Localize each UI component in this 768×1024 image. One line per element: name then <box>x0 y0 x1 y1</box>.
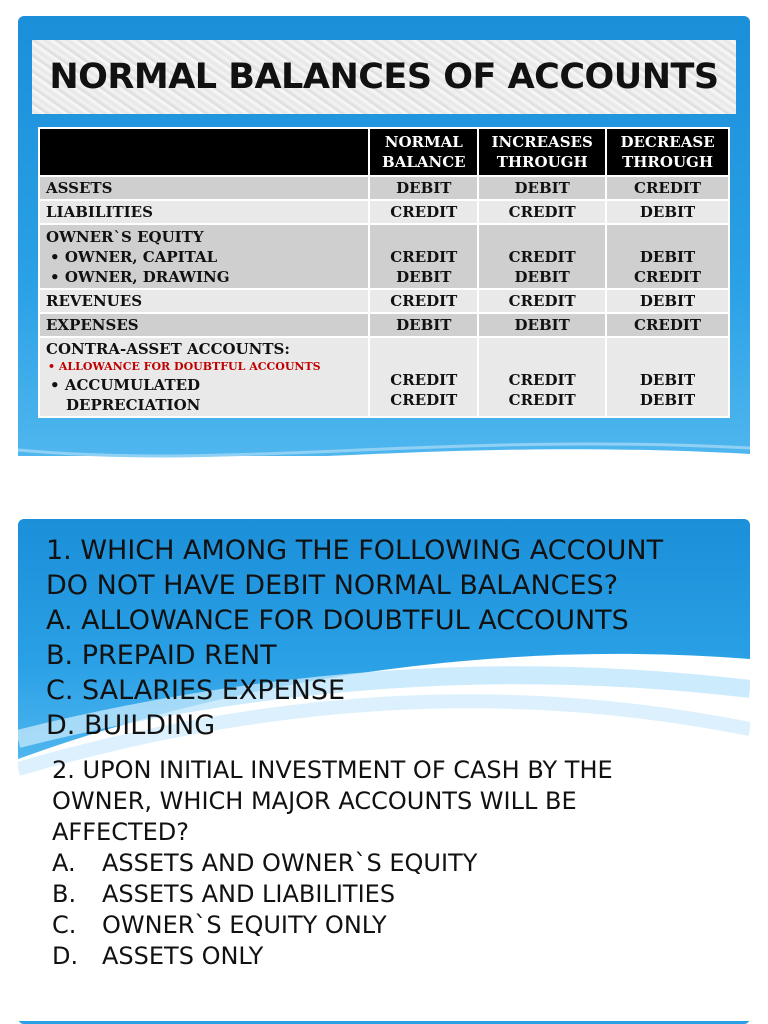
slide-quiz <box>18 519 750 1024</box>
answer-option-b: B. ASSETS AND LIABILITIES <box>52 880 396 908</box>
table-row <box>39 200 729 224</box>
question-1-line: 1. WHICH AMONG THE FOLLOWING ACCOUNT <box>46 535 664 566</box>
question-2-line: AFFECTED? <box>52 818 189 846</box>
header-normal-balance: NORMAL BALANCE <box>369 128 478 176</box>
answer-option-c: C. OWNER`S EQUITY ONLY <box>52 911 387 939</box>
decrease-cell: DEBIT CREDIT <box>606 224 729 289</box>
normal-cell: CREDIT <box>369 289 478 313</box>
decrease-cell: DEBIT <box>606 289 729 313</box>
table-header-row <box>39 128 729 176</box>
increases-cell: CREDIT <box>478 289 606 313</box>
account-cell <box>39 224 369 289</box>
question-1-line: DO NOT HAVE DEBIT NORMAL BALANCES? <box>46 570 619 601</box>
answer-option-a: A. ASSETS AND OWNER`S EQUITY <box>52 849 478 877</box>
wave-decoration <box>18 436 750 486</box>
table-row <box>39 224 729 289</box>
decrease-cell: CREDIT <box>606 176 729 200</box>
account-cell: REVENUES <box>39 289 369 313</box>
answer-option-b: B. PREPAID RENT <box>46 640 277 671</box>
question-2-line: 2. UPON INITIAL INVESTMENT OF CASH BY THE <box>52 756 613 784</box>
contra-label: CONTRA-ASSET ACCOUNTS: <box>46 340 290 358</box>
account-cell: LIABILITIES <box>39 200 369 224</box>
answer-option-c: C. SALARIES EXPENSE <box>46 675 346 706</box>
list-item: • ACCUMULATED <box>50 376 201 394</box>
table-row <box>39 337 729 417</box>
account-cell <box>39 337 369 417</box>
table-row <box>39 313 729 337</box>
decrease-cell: DEBIT <box>606 200 729 224</box>
header-increases-through: INCREASES THROUGH <box>478 128 606 176</box>
list-item: • OWNER, CAPITAL <box>50 247 218 266</box>
answer-option-a: A. ALLOWANCE FOR DOUBTFUL ACCOUNTS <box>46 605 629 636</box>
increases-cell: DEBIT <box>478 313 606 337</box>
question-1 <box>46 533 736 743</box>
normal-cell: CREDIT DEBIT <box>369 224 478 289</box>
slide-normal-balances <box>18 16 750 486</box>
normal-cell: CREDIT <box>369 200 478 224</box>
equity-label: OWNER`S EQUITY <box>46 227 204 246</box>
increases-cell: CREDIT DEBIT <box>478 224 606 289</box>
question-2-line: OWNER, WHICH MAJOR ACCOUNTS WILL BE <box>52 787 577 815</box>
normal-cell: DEBIT <box>369 176 478 200</box>
increases-cell: CREDIT CREDIT <box>478 337 606 417</box>
increases-cell: CREDIT <box>478 200 606 224</box>
table-row <box>39 176 729 200</box>
answer-option-d: D. BUILDING <box>46 710 216 741</box>
decrease-cell: CREDIT <box>606 313 729 337</box>
list-item: • ALLOWANCE FOR DOUBTFUL ACCOUNTS <box>48 360 321 373</box>
list-item: • OWNER, DRAWING <box>50 267 230 286</box>
answer-option-d: D. ASSETS ONLY <box>52 942 264 970</box>
normal-balances-table <box>38 127 730 418</box>
increases-cell: DEBIT <box>478 176 606 200</box>
account-cell: EXPENSES <box>39 313 369 337</box>
table-row <box>39 289 729 313</box>
account-cell: ASSETS <box>39 176 369 200</box>
normal-cell: CREDIT CREDIT <box>369 337 478 417</box>
list-item-continued: DEPRECIATION <box>66 396 201 414</box>
header-decrease-through: DECREASE THROUGH <box>606 128 729 176</box>
title-banner <box>32 40 736 114</box>
question-2 <box>52 755 732 972</box>
header-account <box>39 128 369 176</box>
normal-cell: DEBIT <box>369 313 478 337</box>
slide-title: NORMAL BALANCES OF ACCOUNTS <box>49 57 719 97</box>
decrease-cell: DEBIT DEBIT <box>606 337 729 417</box>
